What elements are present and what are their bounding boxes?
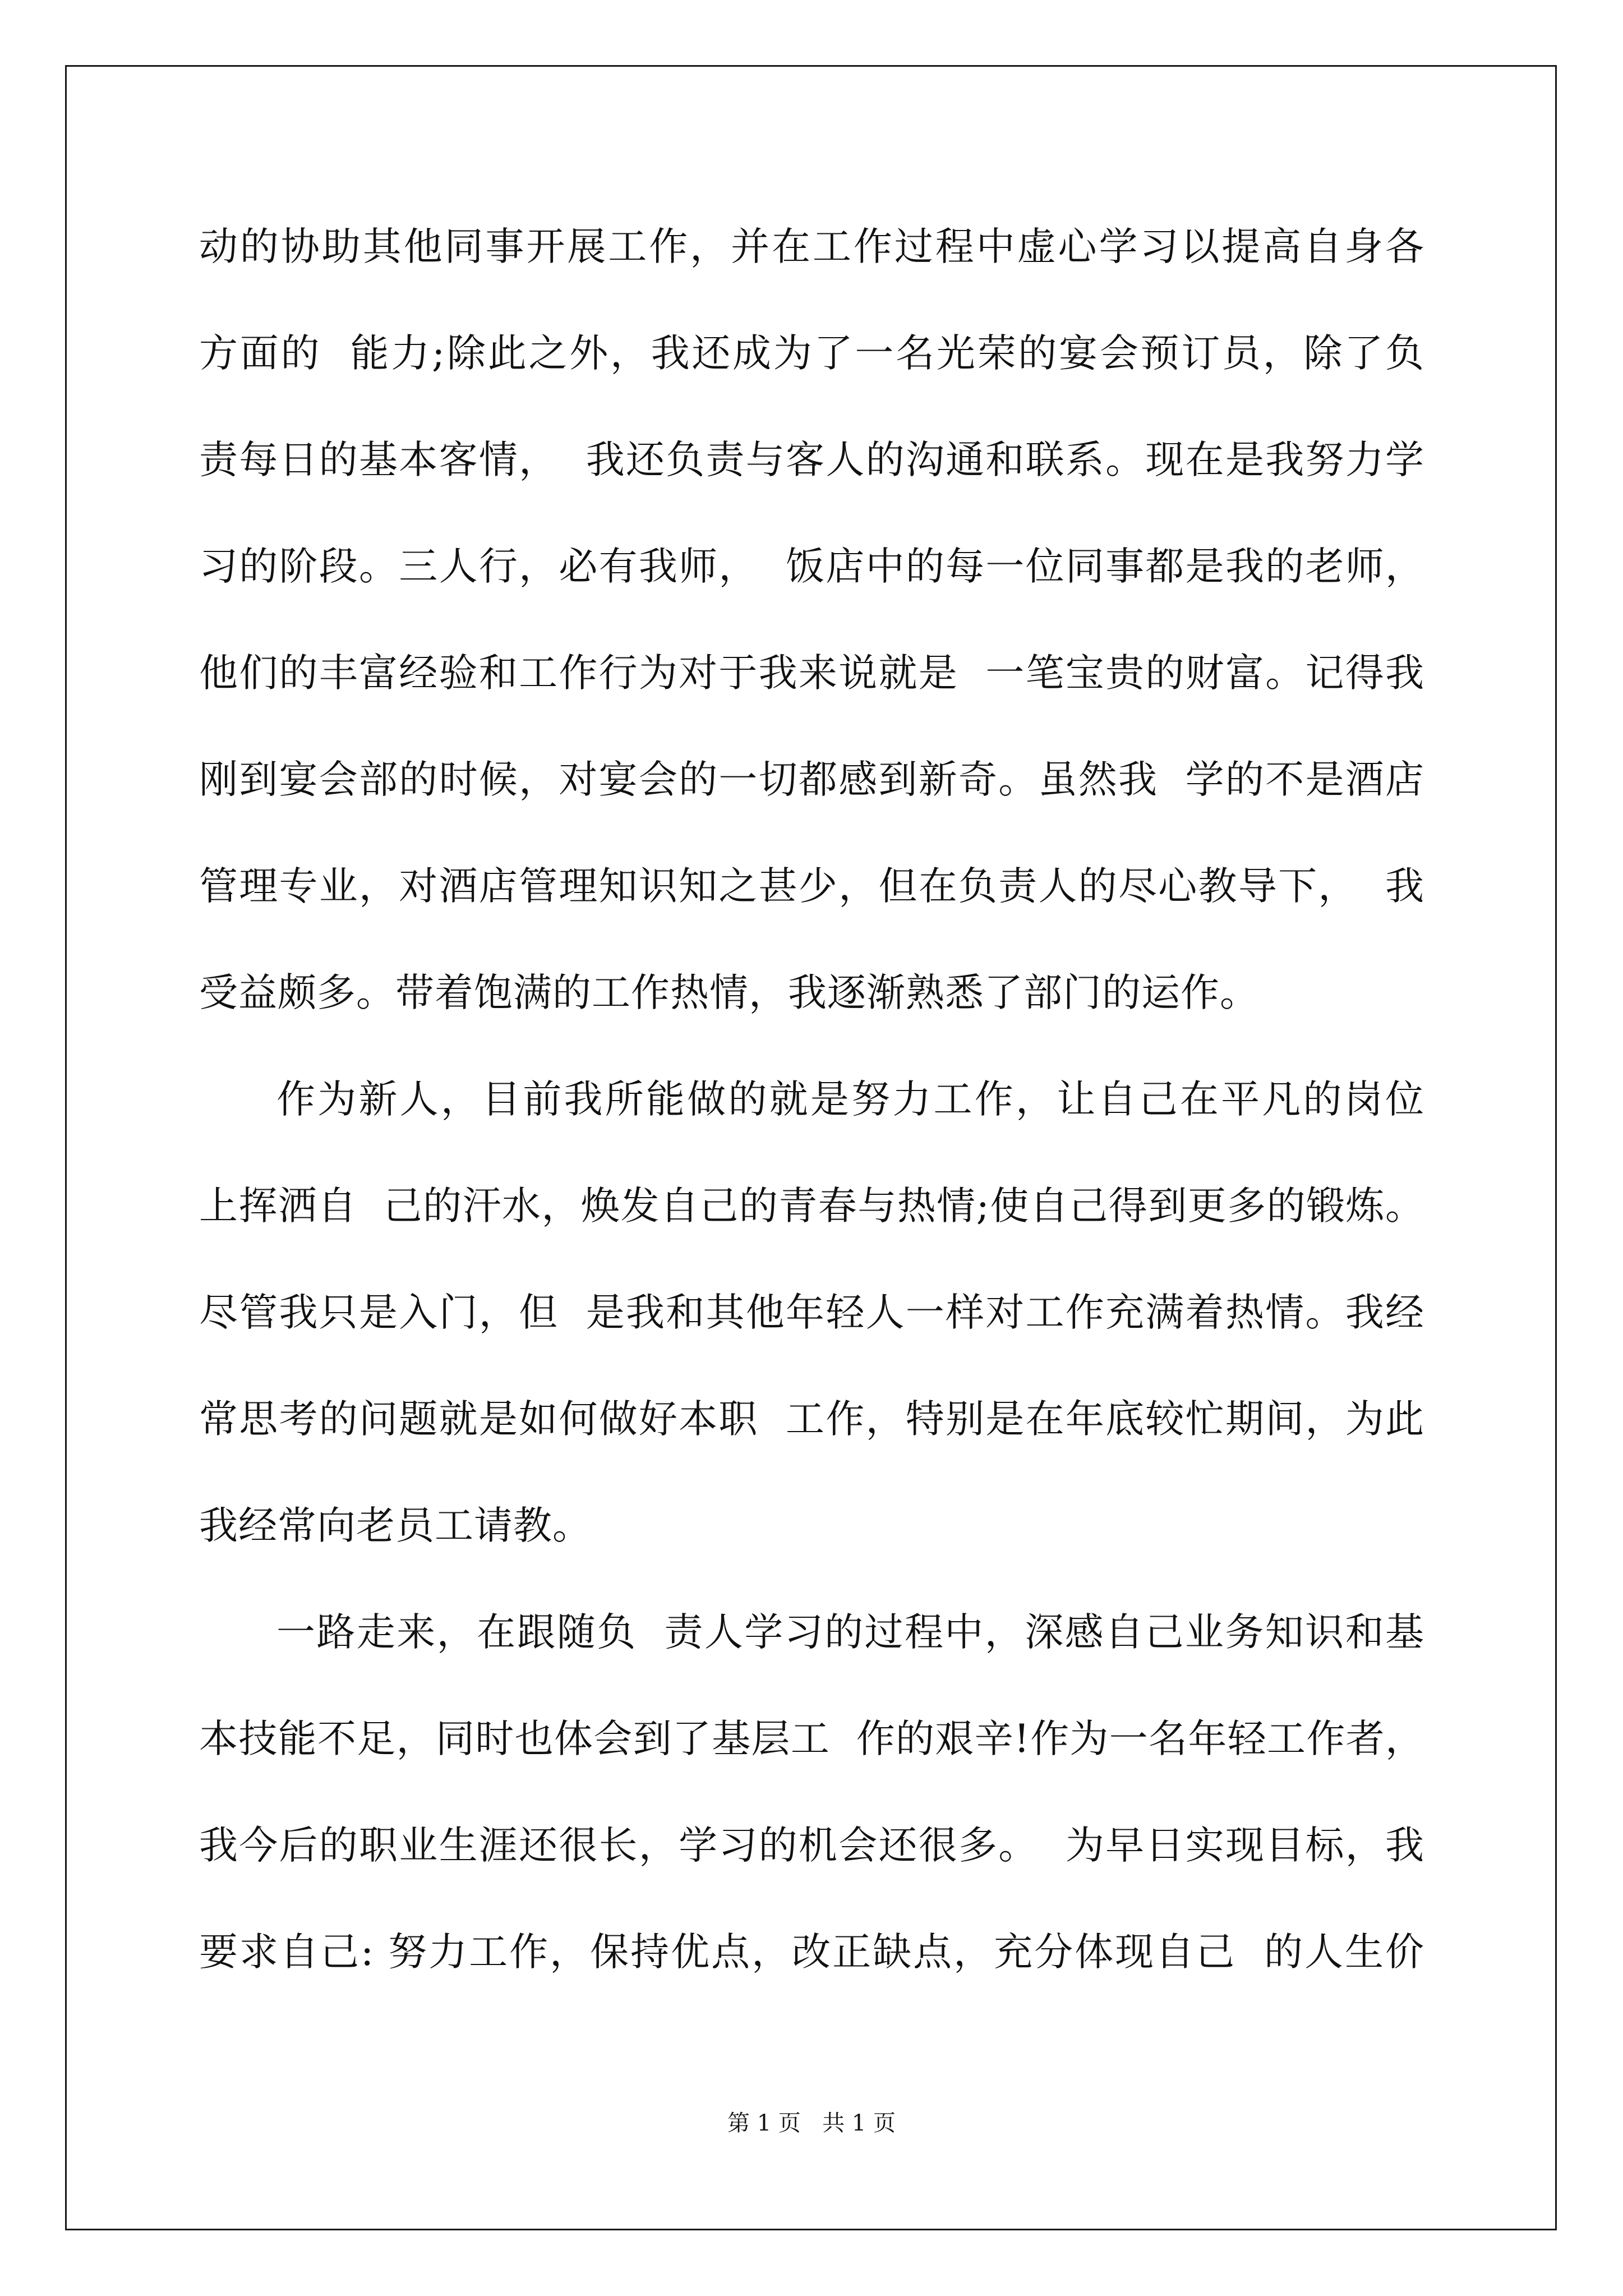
text-line: 方面的 能力;除此之外，我还成为了一名光荣的宴会预订员，除了负	[199, 331, 1424, 376]
text-line: 我今后的职业生涯还很长，学习的机会还很多。 为早日实现目标，我	[199, 1823, 1424, 1868]
text-line: 他们的丰富经验和工作行为对于我来说就是 一笔宝贵的财富。记得我	[199, 651, 1424, 696]
text-line: 责每日的基本客情， 我还负责与客人的沟通和联系。现在是我努力学	[199, 438, 1424, 482]
text-line: 一路走来，在跟随负 责人学习的过程中，深感自己业务知识和基	[276, 1610, 1424, 1655]
text-line: 上挥洒自 己的汗水，焕发自己的青春与热情;使自己得到更多的锻炼。	[199, 1184, 1424, 1228]
text-line: 动的协助其他同事开展工作，并在工作过程中虚心学习以提高自身各	[199, 224, 1424, 269]
text-line: 我经常向老员工请教。	[199, 1503, 592, 1548]
text-line: 要求自己: 努力工作，保持优点，改正缺点，充分体现自己 的人生价	[199, 1930, 1424, 1975]
text-line: 本技能不足，同时也体会到了基层工 作的艰辛!作为一名年轻工作者，	[199, 1717, 1424, 1761]
text-line: 习的阶段。三人行，必有我师， 饭店中的每一位同事都是我的老师，	[199, 544, 1424, 589]
text-line: 刚到宴会部的时候，对宴会的一切都感到新奇。虽然我 学的不是酒店	[199, 757, 1424, 802]
text-line: 尽管我只是入门，但 是我和其他年轻人一样对工作充满着热情。我经	[199, 1290, 1424, 1335]
text-line: 作为新人，目前我所能做的就是努力工作，让自己在平凡的岗位	[276, 1077, 1424, 1122]
page-number-footer: 第 1 页 共 1 页	[727, 2110, 896, 2136]
document-body	[199, 219, 1424, 2031]
text-line: 受益颇多。带着饱满的工作热情，我逐渐熟悉了部门的运作。	[199, 970, 1259, 1015]
text-line: 常思考的问题就是如何做好本职 工作，特别是在年底较忙期间，为此	[199, 1397, 1424, 1442]
text-line: 管理专业，对酒店管理知识知之甚少，但在负责人的尽心教导下， 我	[199, 864, 1424, 909]
